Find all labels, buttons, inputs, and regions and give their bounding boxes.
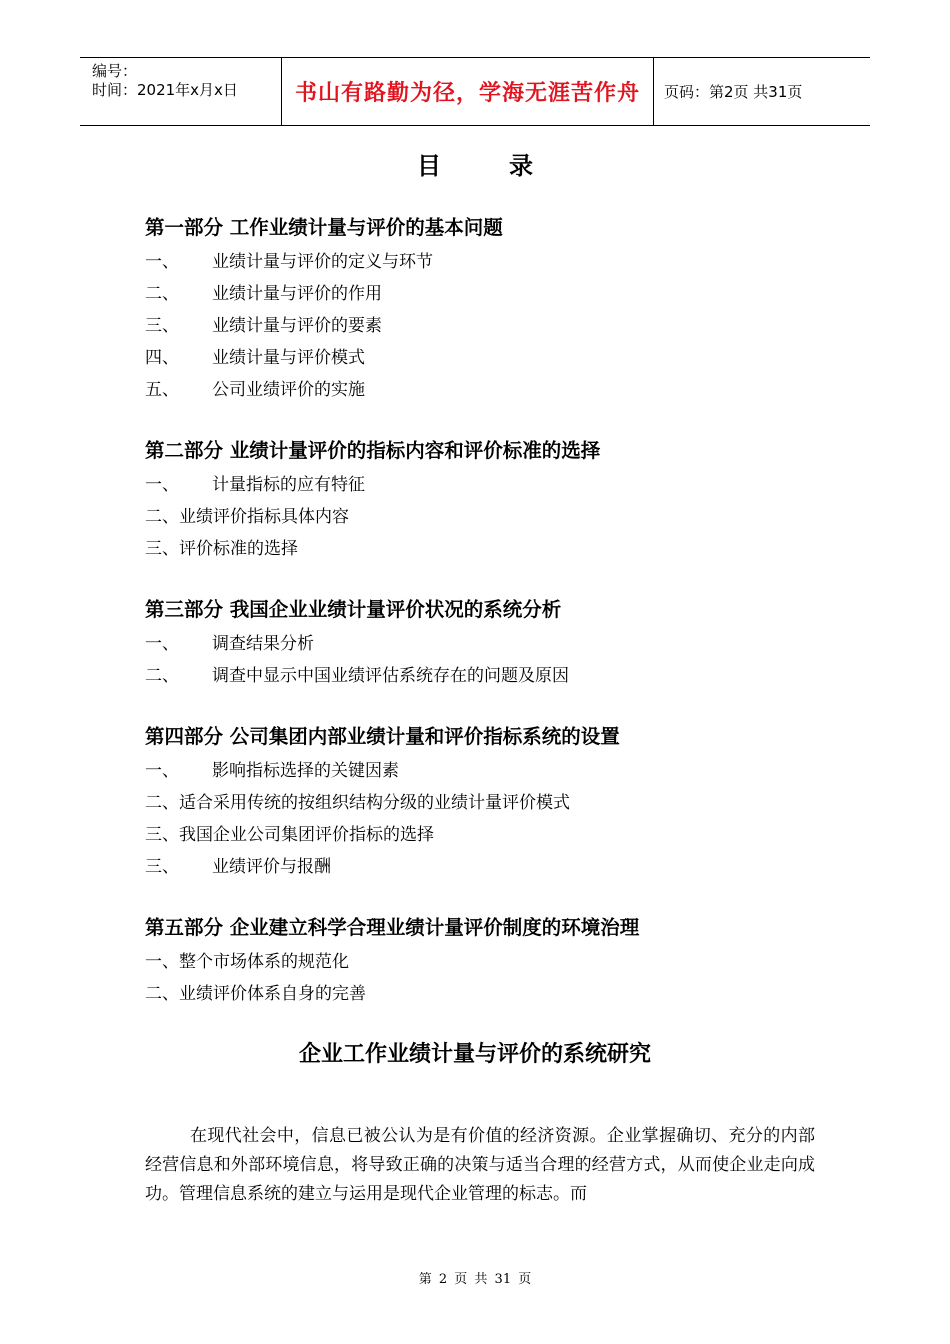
toc-item-number: 一、 xyxy=(145,252,179,272)
toc-item[interactable] xyxy=(145,819,825,851)
toc-item-text: 公司业绩评价的实施 xyxy=(212,380,365,400)
header-page-info: 页码：第2页 共31页 xyxy=(664,83,803,101)
document-header xyxy=(80,57,870,126)
toc-item[interactable] xyxy=(145,278,825,310)
toc-item-number: 五、 xyxy=(145,380,179,400)
toc-item-number: 二、 xyxy=(145,984,179,1004)
toc-item[interactable] xyxy=(145,628,825,660)
toc-item-number: 二、 xyxy=(145,284,179,304)
toc-part-1-title: 第一部分 工作业绩计量与评价的基本问题 xyxy=(145,216,503,239)
toc-item-text: 计量指标的应有特征 xyxy=(212,475,365,495)
toc-item[interactable] xyxy=(145,946,825,978)
toc-item-number: 三、 xyxy=(145,539,179,559)
toc-item[interactable] xyxy=(145,851,825,883)
toc-item[interactable] xyxy=(145,246,825,278)
toc-item-text: 我国企业公司集团评价指标的选择 xyxy=(179,825,434,845)
toc-item[interactable] xyxy=(145,978,825,1010)
toc-item[interactable] xyxy=(145,755,825,787)
toc-item-number: 三、 xyxy=(145,825,179,845)
toc-item-number: 一、 xyxy=(145,761,179,781)
toc-item-text: 调查结果分析 xyxy=(212,634,314,654)
toc-part-5-title: 第五部分 企业建立科学合理业绩计量评价制度的环境治理 xyxy=(145,916,640,939)
main-title: 企业工作业绩计量与评价的系统研究 xyxy=(298,1042,651,1067)
toc-item[interactable] xyxy=(145,660,825,692)
toc-item-number: 三、 xyxy=(145,857,179,877)
toc-item[interactable] xyxy=(145,787,825,819)
toc-item-number: 一、 xyxy=(145,634,179,654)
toc-item-number: 二、 xyxy=(145,666,179,686)
toc-item-text: 影响指标选择的关键因素 xyxy=(212,761,399,781)
header-motto: 书山有路勤为径，学海无涯苦作舟 xyxy=(281,58,654,125)
toc-item-text: 业绩计量与评价的要素 xyxy=(212,316,382,336)
toc-item-text: 业绩评价体系自身的完善 xyxy=(179,984,366,1004)
toc-item-number: 三、 xyxy=(145,316,179,336)
table-of-contents xyxy=(145,210,825,1010)
toc-item-text: 业绩计量与评价的定义与环节 xyxy=(212,252,433,272)
toc-item[interactable] xyxy=(145,342,825,374)
toc-item[interactable] xyxy=(145,374,825,406)
toc-item-text: 业绩评价指标具体内容 xyxy=(179,507,349,527)
toc-item[interactable] xyxy=(145,469,825,501)
toc-item[interactable] xyxy=(145,310,825,342)
toc-item-text: 业绩评价与报酬 xyxy=(212,857,331,877)
toc-item[interactable] xyxy=(145,501,825,533)
toc-item-text: 整个市场体系的规范化 xyxy=(179,952,349,972)
toc-item-text: 业绩计量与评价的作用 xyxy=(212,284,382,304)
toc-item-number: 一、 xyxy=(145,475,179,495)
header-meta xyxy=(80,58,281,125)
toc-item-text: 评价标准的选择 xyxy=(179,539,298,559)
toc-item[interactable] xyxy=(145,533,825,565)
toc-item-number: 二、 xyxy=(145,793,179,813)
document-number-label: 编号： xyxy=(92,62,138,80)
toc-part-4-title: 第四部分 公司集团内部业绩计量和评价指标系统的设置 xyxy=(145,725,620,748)
toc-item-text: 适合采用传统的按组织结构分级的业绩计量评价模式 xyxy=(179,793,570,813)
body-paragraph: 在现代社会中，信息已被公认为是有价值的经济资源。企业掌握确切、充分的内部经营信息和外部环境信息，将导致正确的决策与适当合理的经营方式，从而使企业走向成功。管理信息系统的建立与运用是现代企业管理的标志。而 xyxy=(145,1126,815,1204)
toc-item-text: 调查中显示中国业绩评估系统存在的问题及原因 xyxy=(212,666,569,686)
page-footer: 第 2 页 共 31 页 xyxy=(418,1272,532,1287)
toc-item-text: 业绩计量与评价模式 xyxy=(212,348,365,368)
toc-title: 目录 xyxy=(417,152,601,180)
toc-item-number: 一、 xyxy=(145,952,179,972)
document-time-label: 时间：2021年x月x日 xyxy=(92,81,238,99)
toc-item-number: 二、 xyxy=(145,507,179,527)
toc-part-2-title: 第二部分 业绩计量评价的指标内容和评价标准的选择 xyxy=(145,439,601,462)
toc-part-3-title: 第三部分 我国企业业绩计量评价状况的系统分析 xyxy=(145,598,562,621)
toc-item-number: 四、 xyxy=(145,348,179,368)
